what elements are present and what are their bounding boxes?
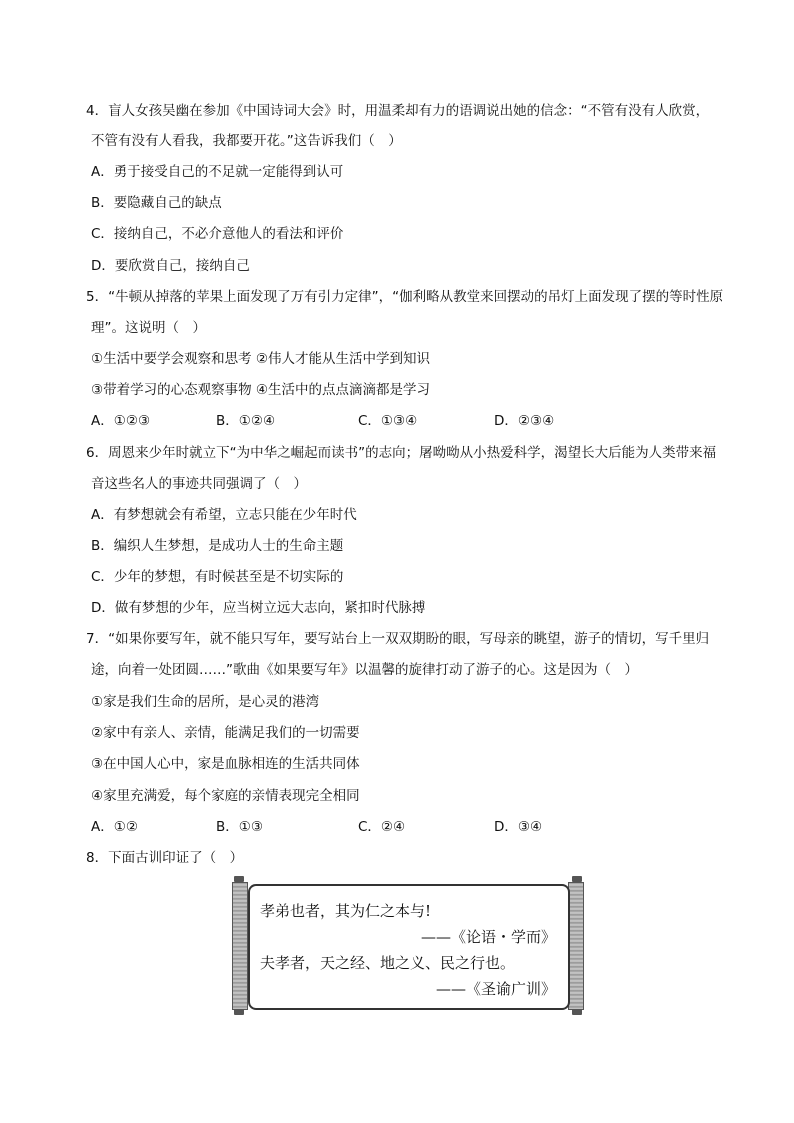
q7-option-a: A．①② [91, 819, 138, 835]
q5-stem-line1: 5．“牛顿从掉落的苹果上面发现了万有引力定律”，“伽利略从教堂来回摆动的吊灯上面发现了摆的等时性原 [86, 289, 724, 305]
q7-stem-line2: 途，向着一处团圆……”歌曲《如果要写年》以温馨的旋律打动了游子的心。这是因为（ ） [91, 662, 638, 678]
q4-stem-line2: 不管有没有人看我，我都要开花。”这告诉我们（ ） [91, 133, 402, 149]
q7-statement-2: ②家中有亲人、亲情，能满足我们的一切需要 [91, 725, 360, 741]
q5-option-b: B．①②④ [216, 413, 276, 429]
q7-stem-line1: 7．“如果你要写年，就不能只写年，要写站台上一双双期盼的眼，写母亲的眺望，游子的情切，写千里归 [86, 631, 710, 647]
q5-stem-line2: 理”。这说明（ ） [91, 320, 206, 336]
q6-option-a: A．有梦想就会有希望，立志只能在少年时代 [91, 507, 357, 523]
scroll-knob [572, 876, 582, 882]
q5-options-row [91, 411, 554, 431]
q6-option-d: D．做有梦想的少年，应当树立远大志向，紧扣时代脉搏 [91, 600, 426, 616]
ancient-maxim-scroll [230, 876, 586, 1016]
q5-statements-line2: ③带着学习的心态观察事物 ④生活中的点点滴滴都是学习 [91, 382, 430, 398]
q7-statement-1: ①家是我们生命的居所，是心灵的港湾 [91, 694, 320, 710]
q4-option-a: A．勇于接受自己的不足就一定能得到认可 [91, 164, 344, 180]
scroll-knob [234, 876, 244, 882]
q8-stem: 8．下面古训印证了（ ） [86, 850, 244, 866]
scroll-knob [572, 1009, 582, 1015]
q5-option-c: C．①③④ [358, 413, 418, 429]
scroll-source-2: ——《圣谕广训》 [435, 980, 556, 998]
scroll-rod-left [232, 882, 248, 1010]
q5-option-a: A．①②③ [91, 413, 151, 429]
q4-option-d: D．要欣赏自己，接纳自己 [91, 258, 250, 274]
q7-options-row [91, 817, 542, 837]
scroll-panel [248, 884, 570, 1010]
q7-statement-4: ④家里充满爱，每个家庭的亲情表现完全相同 [91, 788, 360, 804]
q4-option-c: C．接纳自己，不必介意他人的看法和评价 [91, 226, 344, 242]
q6-option-b: B．编织人生梦想，是成功人士的生命主题 [91, 538, 344, 554]
q4-stem-line1: 4．盲人女孩吴幽在参加《中国诗词大会》时，用温柔却有力的语调说出她的信念：“不管有没有人欣赏， [86, 103, 710, 119]
q4-option-b: B．要隐藏自己的缺点 [91, 195, 222, 211]
q7-option-c: C．②④ [358, 819, 406, 835]
q5-statements-line1: ①生活中要学会观察和思考 ②伟人才能从生活中学到知识 [91, 351, 430, 367]
scroll-knob [234, 1009, 244, 1015]
q6-stem-line1: 6．周恩来少年时就立下“为中华之崛起而读书”的志向；屠呦呦从小热爱科学，渴望长大后能为人类带来福 [86, 445, 717, 461]
scroll-source-1: ——《论语・学而》 [420, 928, 556, 946]
q6-option-c: C．少年的梦想，有时候甚至是不切实际的 [91, 569, 344, 585]
q7-option-b: B．①③ [216, 819, 263, 835]
scroll-quote-1: 孝弟也者，其为仁之本与! [260, 902, 432, 920]
q7-option-d: D．③④ [494, 819, 543, 835]
scroll-rod-right [568, 882, 584, 1010]
q7-statement-3: ③在中国人心中，家是血脉相连的生活共同体 [91, 756, 360, 772]
q5-option-d: D．②③④ [494, 413, 555, 429]
scroll-quote-2: 夫孝者，天之经、地之义、民之行也。 [260, 954, 516, 972]
q6-stem-line2: 音这些名人的事迹共同强调了（ ） [91, 476, 307, 492]
